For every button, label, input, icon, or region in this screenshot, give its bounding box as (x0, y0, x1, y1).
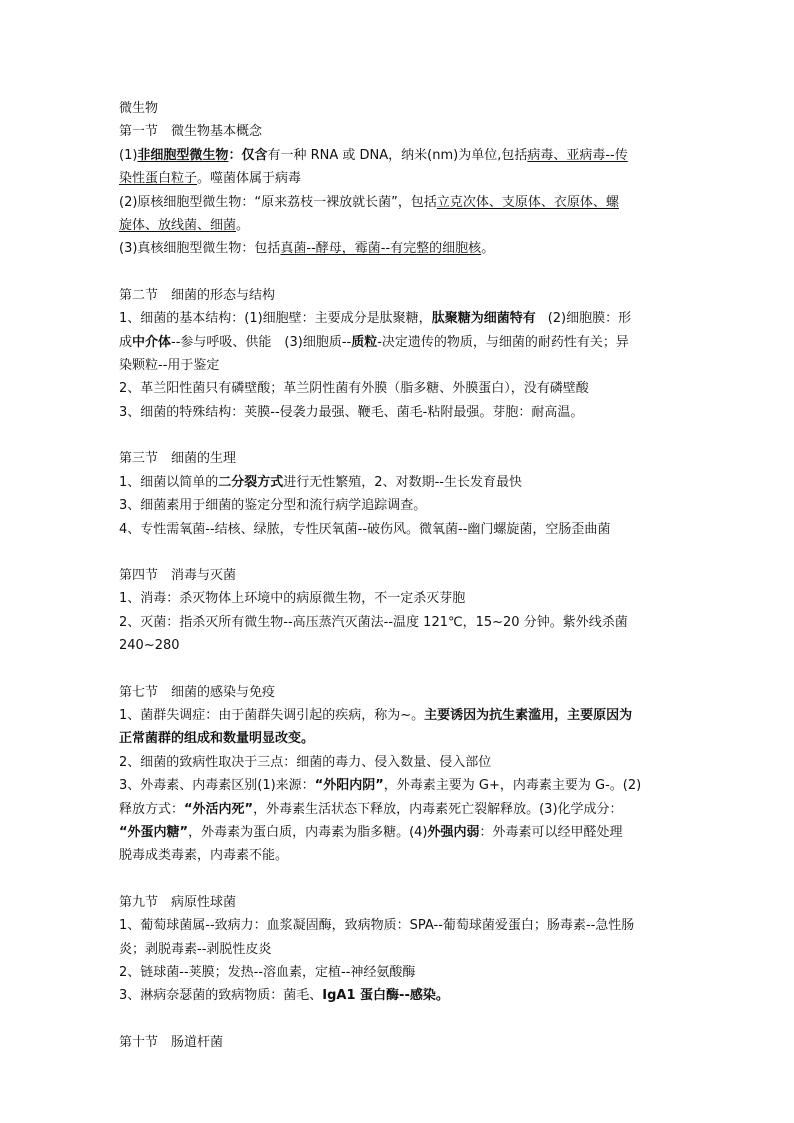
s7-line-4: 3、外毒素、内毒素区别(1)来源：“外阳内阴”，外毒素主要为 G+，内毒素主要为 G-。(2) (119, 778, 642, 794)
s2-line-4: 2、革兰阳性菌只有磷壁酸；革兰阴性菌有外膜（脂多糖、外膜蛋白），没有磷壁酸 (119, 381, 589, 397)
s2-line-2: 成中介体--参与呼吸、供能 (3)细胞质--质粒-决定遗传的物质，与细菌的耐药性有关；异 (119, 334, 629, 350)
section-7-heading: 第七节 细菌的感染与免疫 (119, 684, 276, 700)
section-9-heading: 第九节 病原性球菌 (119, 894, 237, 910)
s7-line-2: 正常菌群的组成和数量明显改变。 (119, 731, 315, 747)
section-1-heading: 第一节 微生物基本概念 (119, 124, 263, 140)
doc-title: 微生物 (119, 101, 159, 116)
s3-line-1: 1、细菌以简单的二分裂方式进行无性繁殖，2、对数期--生长发育最快 (119, 474, 522, 490)
section-7 (119, 681, 679, 868)
section-3-heading: 第三节 细菌的生理 (119, 451, 237, 467)
section-10 (119, 1031, 679, 1054)
s1-line-4: 旋体、放线菌、细菌。 (119, 218, 250, 234)
s1-line-5: (3)真核细胞型微生物：包括真菌--酵母，霉菌--有完整的细胞核。 (119, 241, 495, 257)
s9-line-2: 炎；剥脱毒素--剥脱性皮炎 (119, 941, 272, 957)
s7-line-6: “外蛋内糖”，外毒素为蛋白质，内毒素为脂多糖。(4)外强内弱：外毒素可以经甲醛处理 (119, 824, 623, 840)
s7-line-1: 1、菌群失调症：由于菌群失调引起的疾病，称为~。主要诱因为抗生素滥用，主要原因为 (119, 707, 633, 723)
section-4-heading: 第四节 消毒与灭菌 (119, 567, 237, 583)
section-2 (119, 284, 679, 424)
s7-line-7: 脱毒成类毒素，内毒素不能。 (119, 848, 289, 864)
s1-line-2: 染性蛋白粒子。噬菌体属于病毒 (119, 171, 302, 187)
s1-line-3: (2)原核细胞型微生物：“原来荔枝一裸放就长菌”，包括立克次体、支原体、衣原体、螺 (119, 194, 619, 210)
s9-line-1: 1、葡萄球菌属--致病力：血浆凝固酶，致病物质：SPA--葡萄球菌爱蛋白；肠毒素--急性肠 (119, 918, 635, 934)
document-page (119, 97, 679, 1054)
s9-line-3: 2、链球菌--荚膜；发热--溶血素，定植--神经氨酸酶 (119, 965, 416, 980)
s1-line-1: (1)非细胞型微生物：仅含有一种 RNA 或 DNA，纳米(nm)为单位,包括病毒、亚病毒--传 (119, 147, 628, 163)
s4-line-1: 1、消毒：杀灭物体上环境中的病原微生物，不一定杀灭芽胞 (119, 591, 466, 607)
section-10-heading: 第十节 肠道杆菌 (119, 1034, 224, 1050)
s4-line-2: 2、灭菌：指杀灭所有微生物--高压蒸汽灭菌法--温度 121℃，15~20 分钟。紫外线杀菌 (119, 614, 628, 630)
section-9 (119, 891, 679, 1008)
s9-line-4: 3、淋病奈瑟菌的致病物质：菌毛、IgA1 蛋白酶--感染。 (119, 988, 449, 1004)
section-4 (119, 564, 679, 658)
section-1 (119, 120, 679, 260)
s3-line-2: 3、细菌素用于细菌的鉴定分型和流行病学追踪调查。 (119, 498, 427, 514)
s2-line-1: 1、细菌的基本结构：(1)细胞壁：主要成分是肽聚糖，肽聚糖为细菌特有 (2)细胞膜：形 (119, 311, 632, 327)
s4-line-3: 240~280 (119, 638, 180, 654)
s3-line-3: 4、专性需氧菌--结核、绿脓，专性厌氧菌--破伤风。微氧菌--幽门螺旋菌，空肠歪曲菌 (119, 521, 611, 537)
s7-line-3: 2、细菌的致病性取决于三点：细菌的毒力、侵入数量、侵入部位 (119, 754, 492, 770)
s7-line-5: 释放方式：“外活内死”，外毒素生活状态下释放，内毒素死亡裂解释放。(3)化学成分： (119, 801, 623, 817)
section-3 (119, 447, 679, 541)
s2-line-5: 3、细菌的特殊结构：荚膜--侵袭力最强、鞭毛、菌毛-粘附最强。芽胞：耐高温。 (119, 404, 584, 420)
s2-line-3: 染颗粒--用于鉴定 (119, 358, 220, 374)
section-2-heading: 第二节 细菌的形态与结构 (119, 287, 276, 303)
